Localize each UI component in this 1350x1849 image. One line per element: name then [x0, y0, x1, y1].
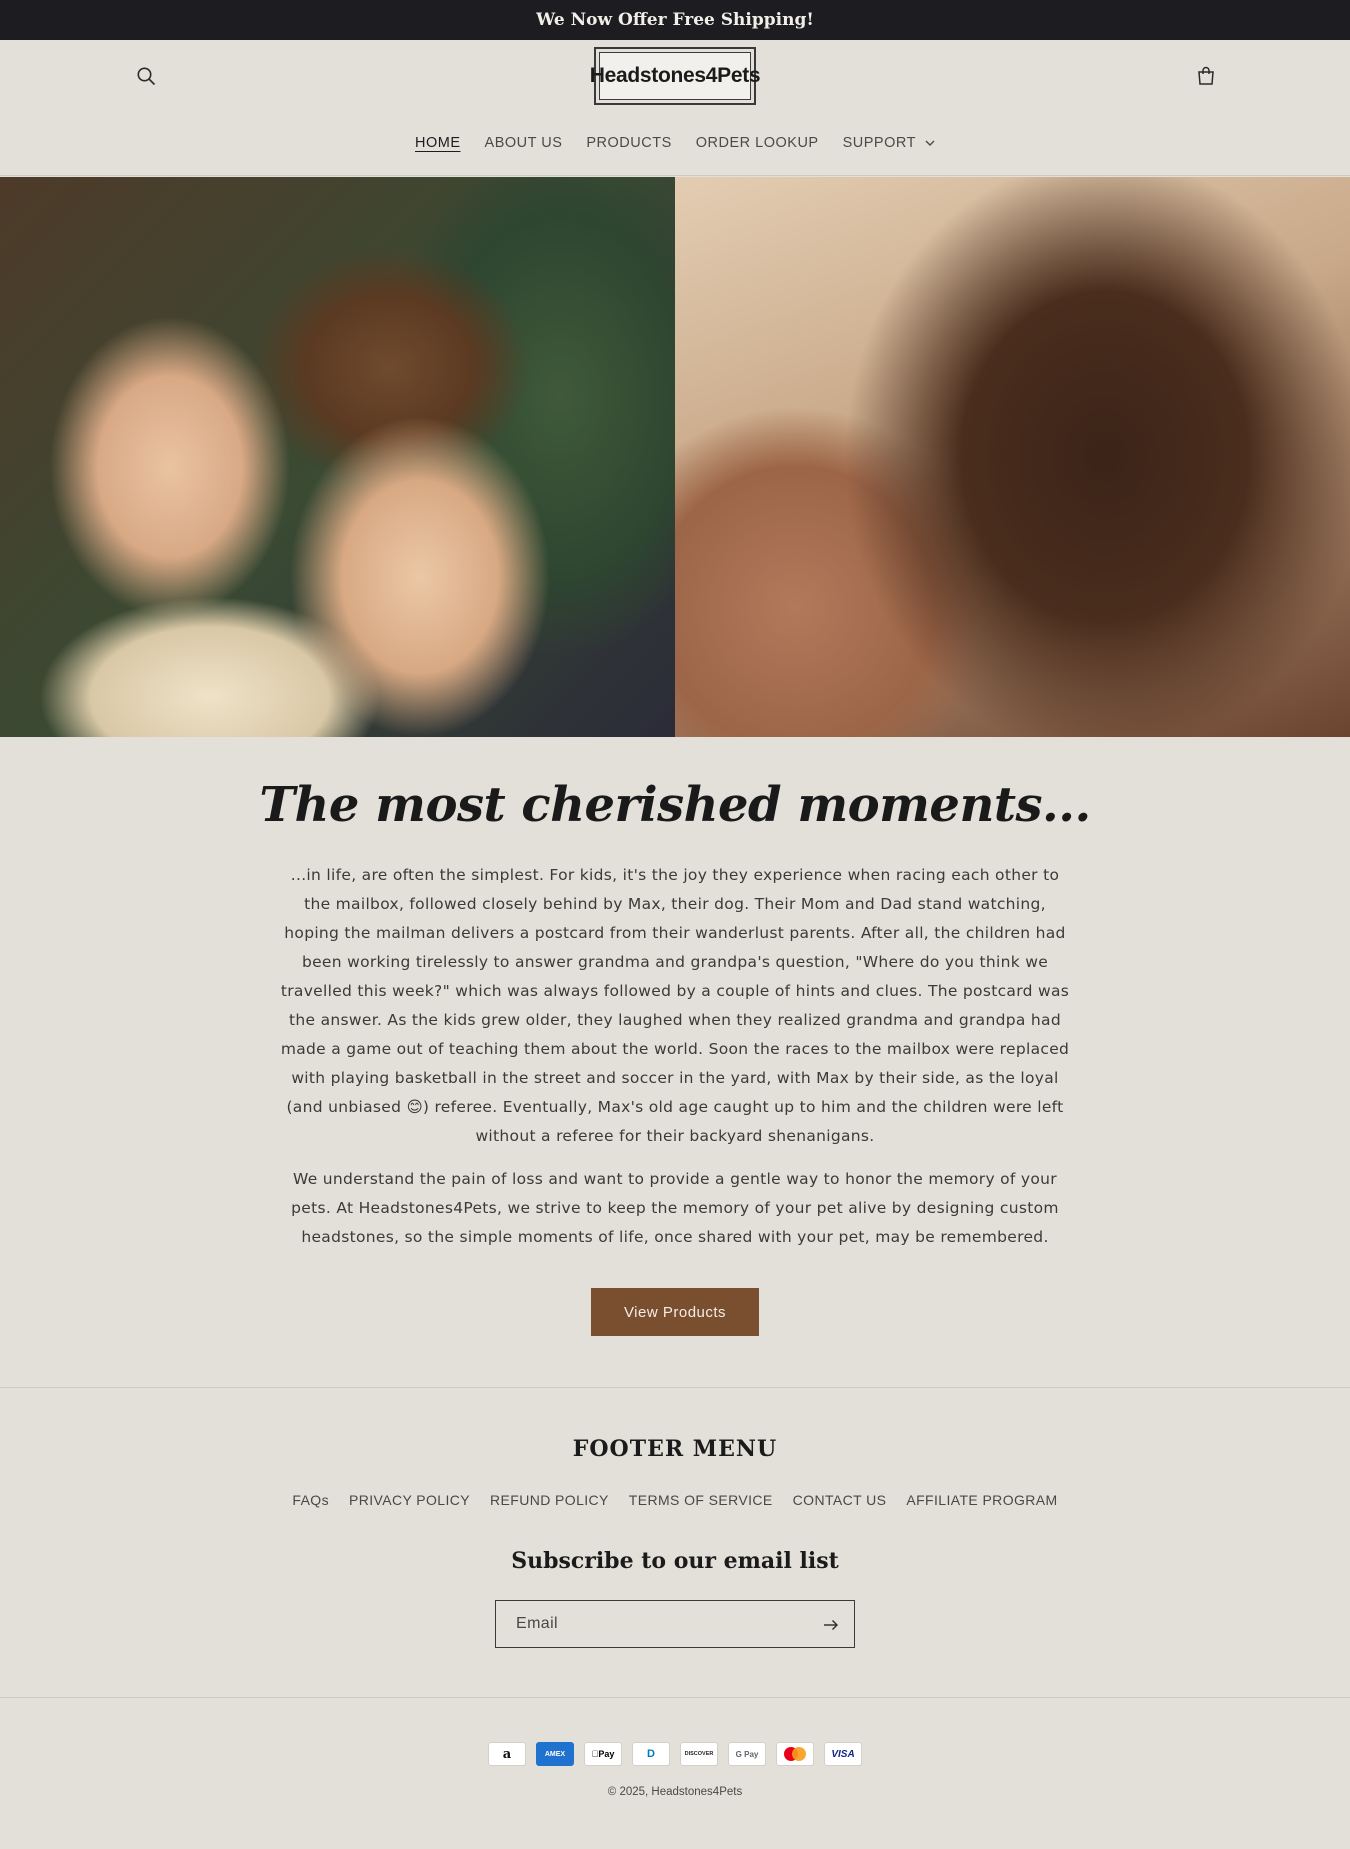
- subscribe-title: Subscribe to our email list: [511, 1548, 839, 1574]
- hero-image-kids-with-dog: [0, 177, 675, 737]
- story-section: [0, 737, 1350, 1387]
- mastercard-circles: [782, 1746, 808, 1762]
- footer-link-privacy-policy[interactable]: PRIVACY POLICY: [349, 1492, 471, 1508]
- visa-label: VISA: [831, 1748, 855, 1760]
- apple-pay-icon: [584, 1742, 622, 1766]
- footer-link-contact-us[interactable]: CONTACT US: [792, 1492, 887, 1508]
- site-footer: [0, 1387, 1350, 1849]
- story-paragraph-2: We understand the pain of loss and want to provide a gentle way to honor the memory of your pets. At Headstones4Pets, we strive to keep the memory of your pet alive by designing custom headstones, so the simple moments of life, once shared with your pet, may be remembered.: [291, 1170, 1059, 1246]
- footer-link-terms-of-service[interactable]: TERMS OF SERVICE: [628, 1492, 773, 1508]
- discover-icon: [680, 1742, 718, 1766]
- visa-icon: [824, 1742, 862, 1766]
- hero-image-pet-portrait: [675, 177, 1350, 737]
- amazon-pay-label: a: [502, 1746, 512, 1762]
- announcement-text: We Now Offer Free Shipping!: [536, 10, 814, 30]
- google-pay-label: G Pay: [735, 1749, 759, 1759]
- payment-methods: [0, 1742, 1350, 1766]
- footer-menu: [0, 1492, 1350, 1508]
- email-input[interactable]: [496, 1601, 806, 1647]
- logo-text: Headstones4Pets: [599, 52, 751, 100]
- amazon-pay-icon: [488, 1742, 526, 1766]
- google-pay-icon: [728, 1742, 766, 1766]
- diners-club-label: D: [647, 1748, 655, 1760]
- story-paragraph-1: ...in life, are often the simplest. For kids, it's the joy they experience when racing each other to the mailbox, followed closely behind by Max, their dog. Their Mom and Dad stand watching, hoping the mailman delivers a postcard from their wanderlust parents. After all, the children had been working tirelessly to answer grandma and grandpa's question, "Where do you think we travelled this week?" which was always followed by a couple of hints and clues. The postcard was the answer. As the kids grew older, they laughed when they realized grandma and grandpa had made a game out of teaching them about the world. Soon the races to the mailbox were replaced with playing basketball in the street and soccer in the yard, with Max by their side, as the loyal (and unbiased 😊) referee. Eventually, Max's old age caught up to him and the children were left without a referee for their backyard shenanigans.: [280, 866, 1070, 1145]
- arrow-right-icon: [823, 1619, 839, 1631]
- american-express-label: AMEX: [544, 1750, 566, 1758]
- site-header: [0, 40, 1350, 176]
- nav-support[interactable]: [831, 130, 947, 156]
- diners-club-icon: [632, 1742, 670, 1766]
- view-products-button[interactable]: View Products: [591, 1288, 759, 1336]
- nav-about-us[interactable]: ABOUT US: [484, 135, 563, 151]
- nav-support-label: SUPPORT: [842, 135, 916, 151]
- copyright-text: © 2025, Headstones4Pets: [607, 1786, 743, 1798]
- american-express-icon: [536, 1742, 574, 1766]
- nav-order-lookup[interactable]: ORDER LOOKUP: [695, 135, 819, 151]
- footer-link-affiliate-program[interactable]: AFFILIATE PROGRAM: [906, 1492, 1058, 1508]
- footer-link-refund-policy[interactable]: REFUND POLICY: [490, 1492, 609, 1508]
- footer-divider: [0, 1697, 1350, 1698]
- discover-label: DISCOVER: [684, 1751, 714, 1757]
- footer-link-faqs[interactable]: FAQs: [292, 1492, 329, 1508]
- search-icon: [136, 66, 156, 86]
- apple-pay-label: Pay: [594, 1749, 611, 1759]
- cart-button[interactable]: [1189, 59, 1223, 93]
- footer-menu-title: FOOTER MENU: [572, 1436, 778, 1462]
- email-signup-form: [495, 1600, 855, 1648]
- site-logo[interactable]: [589, 47, 761, 105]
- hero-banner: [0, 177, 1350, 737]
- mastercard-icon: [776, 1742, 814, 1766]
- main-nav: [0, 130, 1350, 156]
- nav-products[interactable]: PRODUCTS: [586, 135, 672, 151]
- nav-home[interactable]: HOME: [415, 135, 461, 151]
- subscribe-submit-button[interactable]: [814, 1608, 848, 1642]
- search-button[interactable]: [129, 59, 163, 93]
- story-title: The most cherished moments...: [259, 777, 1091, 833]
- chevron-down-icon: [925, 140, 935, 146]
- cart-icon: [1195, 65, 1217, 87]
- announcement-bar: [0, 0, 1350, 40]
